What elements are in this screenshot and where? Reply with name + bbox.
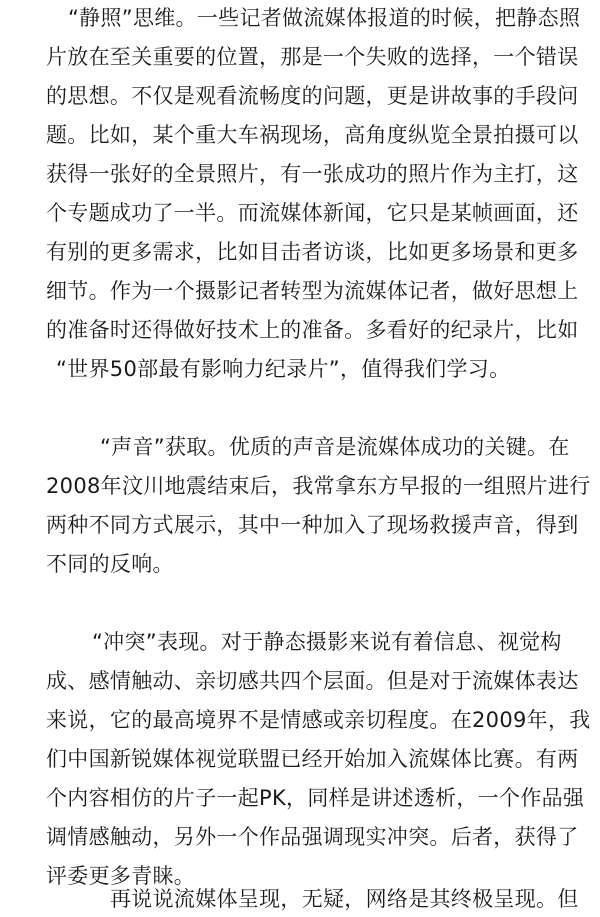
paragraph-2-line-3: 两种不同方式展示，其中一种加入了现场救援声音，得到	[46, 513, 579, 537]
paragraph-1-line-9: 的准备时还得做好技术上的准备。多看好的纪录片，比如	[46, 318, 579, 342]
paragraph-3-line-4: 们中国新锐媒体视觉联盟已经开始加入流媒体比赛。有两	[46, 747, 579, 771]
paragraph-3-line-6: 调情感触动，另外一个作品强调现实冲突。后者，获得了	[46, 825, 579, 849]
paragraph-1-line-4: 题。比如，某个重大车祸现场，高角度纵览全景拍摄可以	[46, 123, 579, 147]
paragraph-1-line-8: 细节。作为一个摄影记者转型为流媒体记者，做好思想上	[46, 279, 579, 303]
paragraph-1-line-6: 个专题成功了一半。而流媒体新闻，它只是某帧画面，还	[46, 201, 579, 225]
paragraph-3-line-7: 评委更多青睐。	[46, 864, 196, 888]
paragraph-1-line-1: “静照”思维。一些记者做流媒体报道的时候，把静态照	[68, 6, 581, 30]
paragraph-3-line-3: 来说，它的最高境界不是情感或亲切程度。在2009年，我	[46, 708, 591, 732]
paragraph-1-line-5: 获得一张好的全景照片，有一张成功的照片作为主打，这	[46, 162, 579, 186]
paragraph-1-line-7: 有别的更多需求，比如目击者访谈，比如更多场景和更多	[46, 240, 579, 264]
paragraph-3-line-2: 成、感情触动、亲切感共四个层面。但是对于流媒体表达	[46, 669, 579, 693]
paragraph-2-line-1: “声音”获取。优质的声音是流媒体成功的关键。在	[100, 435, 570, 459]
paragraph-1-line-3: 的思想。不仅是观看流畅度的问题，更是讲故事的手段问	[46, 84, 579, 108]
paragraph-3-line-5: 个内容相仿的片子一起PK，同样是讲述透析，一个作品强	[46, 786, 585, 810]
paragraph-2-line-2: 2008年汶川地震结束后，我常拿东方早报的一组照片进行	[46, 474, 591, 498]
paragraph-4-line-1: 再说说流媒体呈现，无疑，网络是其终极呈现。但	[110, 887, 579, 911]
paragraph-3-line-1: “冲突”表现。对于静态摄影来说有着信息、视觉构	[92, 630, 562, 654]
paragraph-1-line-2: 片放在至关重要的位置，那是一个失败的选择，一个错误	[46, 45, 579, 69]
paragraph-2-line-4: 不同的反响。	[46, 552, 174, 576]
paragraph-1-line-10: “世界50部最有影响力纪录片”，值得我们学习。	[56, 357, 511, 381]
